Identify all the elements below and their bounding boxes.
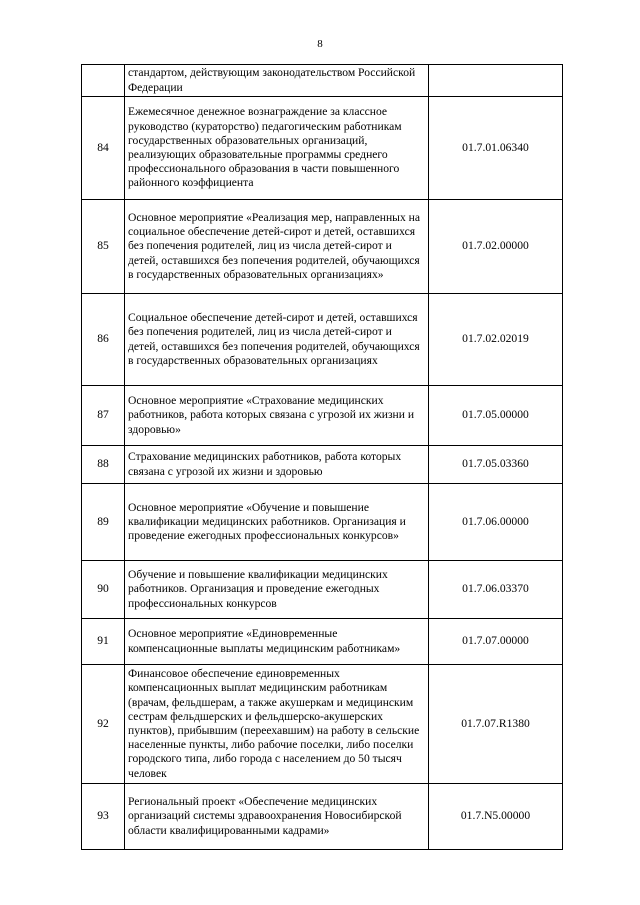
- row-number-cell: 85: [82, 200, 125, 294]
- row-number-cell: 93: [82, 784, 125, 850]
- row-code-cell: 01.7.N5.00000: [429, 784, 563, 850]
- table-row: [82, 97, 563, 200]
- row-number-cell: 84: [82, 97, 125, 200]
- row-code-cell: 01.7.07.R1380: [429, 665, 563, 784]
- table-row: [82, 665, 563, 784]
- row-number-cell: 86: [82, 294, 125, 386]
- row-number-cell: 91: [82, 619, 125, 665]
- table-row: [82, 784, 563, 850]
- table-row: [82, 619, 563, 665]
- page-number: 8: [317, 38, 323, 50]
- row-description-cell: Региональный проект «Обеспечение медицинских организаций системы здравоохранения Новосибирской области квалифицированными кадрами»: [125, 784, 429, 850]
- row-description-cell: стандартом, действующим законодательством Российской Федерации: [125, 65, 429, 97]
- row-code-cell: 01.7.05.03360: [429, 446, 563, 484]
- row-code-cell: 01.7.05.00000: [429, 386, 563, 446]
- row-description-cell: Основное мероприятие «Реализация мер, направленных на социальное обеспечение детей-сирот и детей, оставшихся без попечения родителей, лиц из числа детей-сирот и детей, оставшихся без попечения родителей, обучающихся в государственных образовательных организациях»: [125, 200, 429, 294]
- row-code-cell: 01.7.02.02019: [429, 294, 563, 386]
- row-description-cell: Обучение и повышение квалификации медицинских работников. Организация и проведение ежегодных профессиональных конкурсов: [125, 561, 429, 619]
- table-row: [82, 386, 563, 446]
- row-description-cell: Социальное обеспечение детей-сирот и детей, оставшихся без попечения родителей, лиц из числа детей-сирот и детей, оставшихся без попечения родителей, обучающихся в государственных образовательных организациях: [125, 294, 429, 386]
- row-description-cell: Основное мероприятие «Единовременные компенсационные выплаты медицинским работникам»: [125, 619, 429, 665]
- table-row: [82, 484, 563, 561]
- row-number-cell: 89: [82, 484, 125, 561]
- row-description-cell: Страхование медицинских работников, работа которых связана с угрозой их жизни и здоровью: [125, 446, 429, 484]
- row-code-cell: 01.7.02.00000: [429, 200, 563, 294]
- table-row: [82, 65, 563, 97]
- row-description-cell: Основное мероприятие «Обучение и повышение квалификации медицинских работников. Организация и проведение ежегодных профессиональных конкурсов»: [125, 484, 429, 561]
- row-code-cell: 01.7.06.00000: [429, 484, 563, 561]
- row-description-cell: Ежемесячное денежное вознаграждение за классное руководство (кураторство) педагогическим работникам государственных образовательных организаций, реализующих образовательные программы среднего профессионального образования в части повышенного районного коэффициента: [125, 97, 429, 200]
- row-description-cell: Финансовое обеспечение единовременных компенсационных выплат медицинским работникам (врачам, фельдшерам, а также акушеркам и медицинским сестрам фельдшерских и фельдшерско-акушерских пунктов), прибывшим (переехавшим) на работу в сельские населенные пункты, либо рабочие поселки, либо поселки городского типа, либо города с населением до 50 тысяч человек: [125, 665, 429, 784]
- row-number-cell: 92: [82, 665, 125, 784]
- row-code-cell: 01.7.06.03370: [429, 561, 563, 619]
- row-number-cell: 87: [82, 386, 125, 446]
- table-row: [82, 294, 563, 386]
- row-number-cell: 88: [82, 446, 125, 484]
- row-description-cell: Основное мероприятие «Страхование медицинских работников, работа которых связана с угрозой их жизни и здоровью»: [125, 386, 429, 446]
- table-row: [82, 561, 563, 619]
- row-number-cell: [82, 65, 125, 97]
- row-code-cell: 01.7.07.00000: [429, 619, 563, 665]
- budget-classification-table: [81, 64, 563, 850]
- row-number-cell: 90: [82, 561, 125, 619]
- row-code-cell: 01.7.01.06340: [429, 97, 563, 200]
- table-row: [82, 200, 563, 294]
- row-code-cell: [429, 65, 563, 97]
- table-row: [82, 446, 563, 484]
